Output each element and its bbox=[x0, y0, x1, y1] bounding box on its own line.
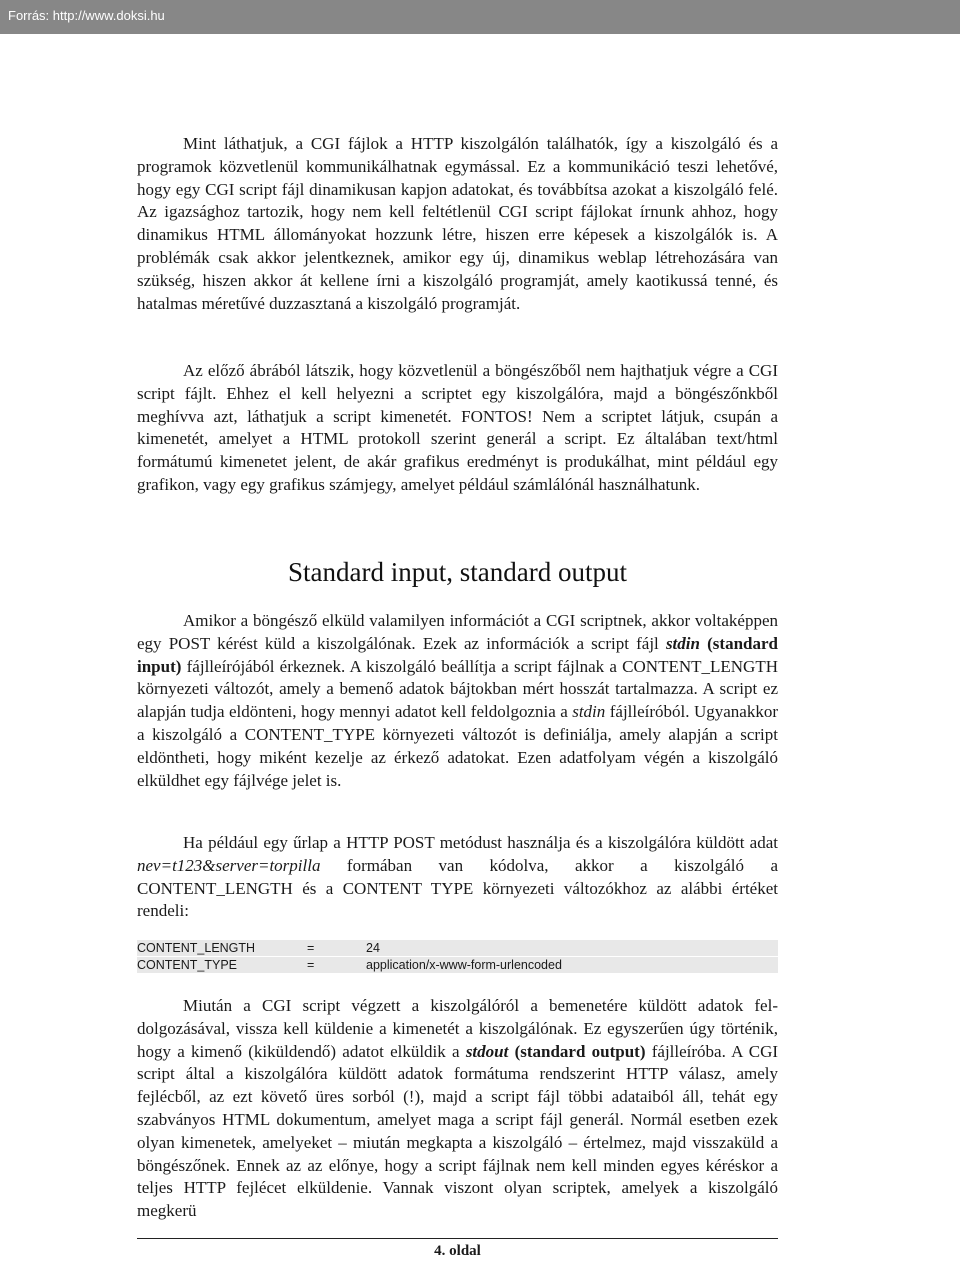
code-row bbox=[137, 957, 778, 974]
source-banner bbox=[0, 0, 960, 34]
paragraph-stdout-wrap bbox=[137, 995, 778, 1223]
source-banner-text: Forrás: http://www.doksi.hu bbox=[8, 8, 165, 23]
paragraph-stdin-wrap bbox=[137, 610, 778, 792]
paragraph-3: Amikor a böngésző elküld valamilyen információt a CGI scriptnek, akkor voltaképpen egy POST kérést küld a kiszolgálónak. Ezek az információk a script fájl stdin (standard input) fájlleírójából érkeznek. A kiszolgáló beállítja a script fájlnak a CONTENT_LENGTH környezeti változót, amely a bemenő adatok bájtokban mért hosszát tartalmazza. A script ez alapján tudja eldönteni, hogy mennyi adatot kell feldolgoznia a stdin fájlleíróból. Ugyanakkor a kiszolgáló a CONTENT_TYPE környezeti változót is definiálja, amely alapján a script eldöntheti, hogy miként kezelje az érkező adatokat. Ezen adatfolyam végén a kiszolgáló elküldhet egy fájlvége jelet is. bbox=[137, 611, 778, 790]
stdout-term: stdout bbox=[465, 1041, 509, 1061]
stdout-term-desc: (standard output) bbox=[508, 1041, 646, 1061]
env-var-eq: = bbox=[307, 958, 315, 972]
stdin-term-desc: (standard input) bbox=[137, 633, 778, 676]
env-var-value: 24 bbox=[366, 941, 380, 955]
example-data: nev=t123&server=torpilla bbox=[137, 855, 321, 875]
env-variables-block bbox=[137, 940, 778, 974]
section-heading: Standard input, standard output bbox=[288, 557, 627, 587]
paragraph-5: Miután a CGI script végzett a kiszolgálóról a bemenetére küldött adatok feldolgozásával, vissza kell küldenie a kimenetét a kiszolgálónak. Ez egyszerűen úgy történik, hogy a kimenő (kiküldendő) adatot elküldik a stdout (standard output) fájlleíróba. A CGI script által a kiszolgálóra küldött adatok formátuma rendszerint HTTP válasz, amely fejlécből, az ezt követő üres sorból (!), majd a script fájl többi adataiból áll, tehát egy szabványos HTML dokumentum, amelyet maga a script fájl generál. Normál esetben ezek olyan kimenetek, amelyeket – miután megkapta a kiszolgáló – értelmez, majd visszaküld a böngészőnek. Ennek az az előnye, hogy a script fájlnak nem kell minden egyes kéréskor a teljes HTTP fejlécet elküldenie. Vannak viszont olyan scriptek, amelyek a kiszolgáló megkerü bbox=[137, 996, 779, 1221]
footer-rule bbox=[137, 1238, 778, 1239]
section-heading-wrap bbox=[137, 557, 778, 588]
paragraph-example-wrap bbox=[137, 832, 778, 923]
env-var-name: CONTENT_LENGTH bbox=[137, 941, 256, 955]
code-row bbox=[137, 940, 778, 957]
paragraph-browser bbox=[137, 360, 778, 497]
env-var-name: CONTENT_TYPE bbox=[137, 958, 238, 972]
paragraph-2: Az előző ábrából látszik, hogy közvetlenül a böngészőből nem hajthatjuk végre a CGI script fájlt. Ehhez el kell helyezni a scriptet egy kiszolgálóra, majd a böngészőnkből meghívva azt, láthatjuk a script kimenetét. FONTOS! Nem a scriptet látjuk, csupán a kimenetét, amelyet a HTML protokoll szerint generál a script. Ez általában text/html formátumú kimenetet jelent, de akár grafikus eredményt is produkálhat, mint például egy grafikon, vagy egy grafikus számjegy, amelyet például számlálónál használhatunk. bbox=[137, 361, 778, 494]
paragraph-4: Ha például egy űrlap a HTTP POST metódust használja és a kiszolgálóra küldött adat nev=t123&server=torpilla formában van kódolva, akkor a kiszolgáló a CONTENT_LENGTH és a CONTENT TYPE környezeti változókhoz az alábbi értéket rendeli: bbox=[137, 833, 778, 921]
env-var-eq: = bbox=[307, 941, 315, 955]
paragraph-1: Mint láthatjuk, a CGI fájlok a HTTP kiszolgálón találhatók, így a kiszolgáló és a programok közvetlenül kommunikálhatnak egymással. Ez a kommunikáció teszi lehetővé, hogy egy CGI script fájl dinamikusan kapjon adatokat, és továbbítsa azokat a kiszolgáló felé. Az igazsághoz tartozik, hogy nem kell feltétlenül CGI script fájlokat írnunk ahhoz, hogy dinamikus HTML állományokat hozzunk létre, hiszen erre képesek a kiszolgálók is. A problémák csak akkor jelentkeznek, amikor egy új, dinamikus weblap létrehozására van szükség, hiszen akkor át kellene írni a kiszolgáló programját, amely kaotikussá tenné, és hatalmas méretűvé duzzasztaná a kiszolgáló programját. bbox=[137, 134, 778, 313]
paragraph-cgi-intro bbox=[137, 133, 778, 315]
stdin-term: stdin bbox=[665, 633, 700, 653]
page-number: 4. oldal bbox=[434, 1243, 481, 1259]
env-var-value: application/x-www-form-urlencoded bbox=[366, 958, 562, 972]
stdin-term-2: stdin bbox=[572, 702, 606, 722]
